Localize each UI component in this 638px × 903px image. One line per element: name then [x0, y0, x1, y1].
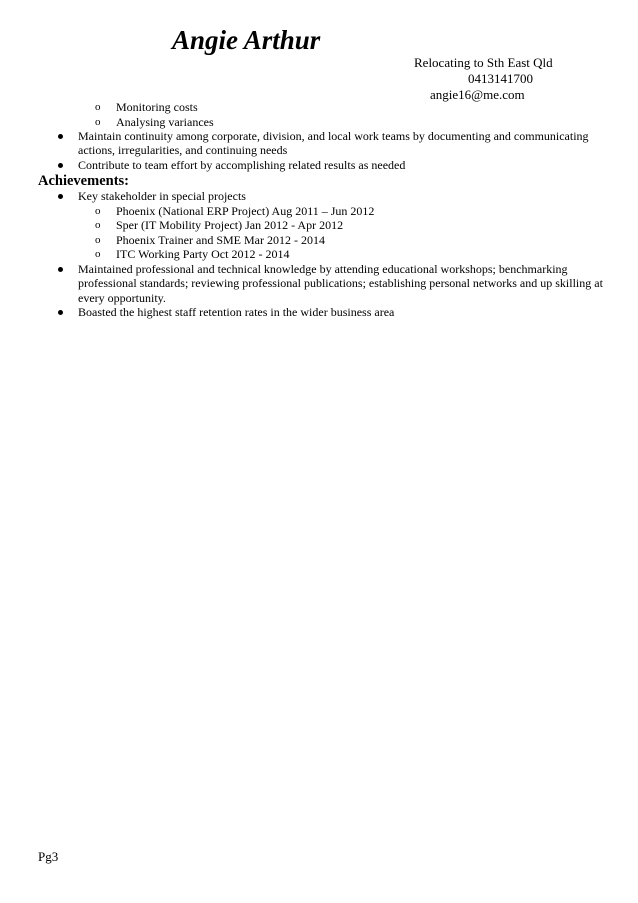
sub-list-item-text: Sper (IT Mobility Project) Jan 2012 - Apr 2012	[116, 218, 344, 232]
sub-bullet-marker: o	[95, 101, 101, 113]
achievements-heading: Achievements:	[38, 173, 130, 189]
sub-bullet-marker: o	[95, 116, 101, 128]
bullet-list-item-text: Maintain continuity among corporate, division, and local work teams by documenting and communicating actions, irregularities, and continuing needs	[78, 129, 589, 158]
bullet-list-item-text: Maintained professional and technical knowledge by attending educational workshops; benchmarking professional standards; reviewing professional publications; establishing personal networks and up skilling at every opportunity.	[78, 262, 603, 305]
email-address: angie16@me.com	[430, 87, 525, 102]
sub-list-item-text: ITC Working Party Oct 2012 - 2014	[116, 247, 290, 261]
bullet-marker	[58, 310, 63, 315]
phone-number: 0413141700	[468, 71, 533, 86]
bullet-marker	[58, 163, 63, 168]
bullet-list-item	[58, 189, 603, 203]
bullet-marker	[58, 134, 63, 139]
bullet-list-item	[58, 305, 603, 319]
bullet-list-item-text: Key stakeholder in special projects	[78, 189, 246, 203]
bullet-list-item-text: Boasted the highest staff retention rates in the wider business area	[78, 305, 395, 319]
bullet-marker	[58, 267, 63, 272]
sub-list-item-text: Monitoring costs	[116, 100, 198, 114]
bullet-list-item	[58, 129, 603, 158]
candidate-name: Angie Arthur	[172, 25, 321, 55]
sub-bullet-marker: o	[95, 234, 101, 246]
location-text: Relocating to Sth East Qld	[414, 55, 553, 70]
sub-list-item-text: Phoenix Trainer and SME Mar 2012 - 2014	[116, 233, 325, 247]
sub-bullet-marker: o	[95, 205, 101, 217]
bullet-list-item-text: Contribute to team effort by accomplishing related results as needed	[78, 158, 406, 172]
bullet-list-item	[58, 158, 603, 172]
sub-bullet-marker: o	[95, 248, 101, 260]
bullet-list-item	[58, 262, 603, 305]
bullet-marker	[58, 194, 63, 199]
sub-list-item-text: Analysing variances	[116, 115, 214, 129]
sub-bullet-marker: o	[95, 219, 101, 231]
page-number: Pg3	[38, 849, 59, 864]
sub-list-item-text: Phoenix (National ERP Project) Aug 2011 – Jun 2012	[116, 204, 375, 218]
